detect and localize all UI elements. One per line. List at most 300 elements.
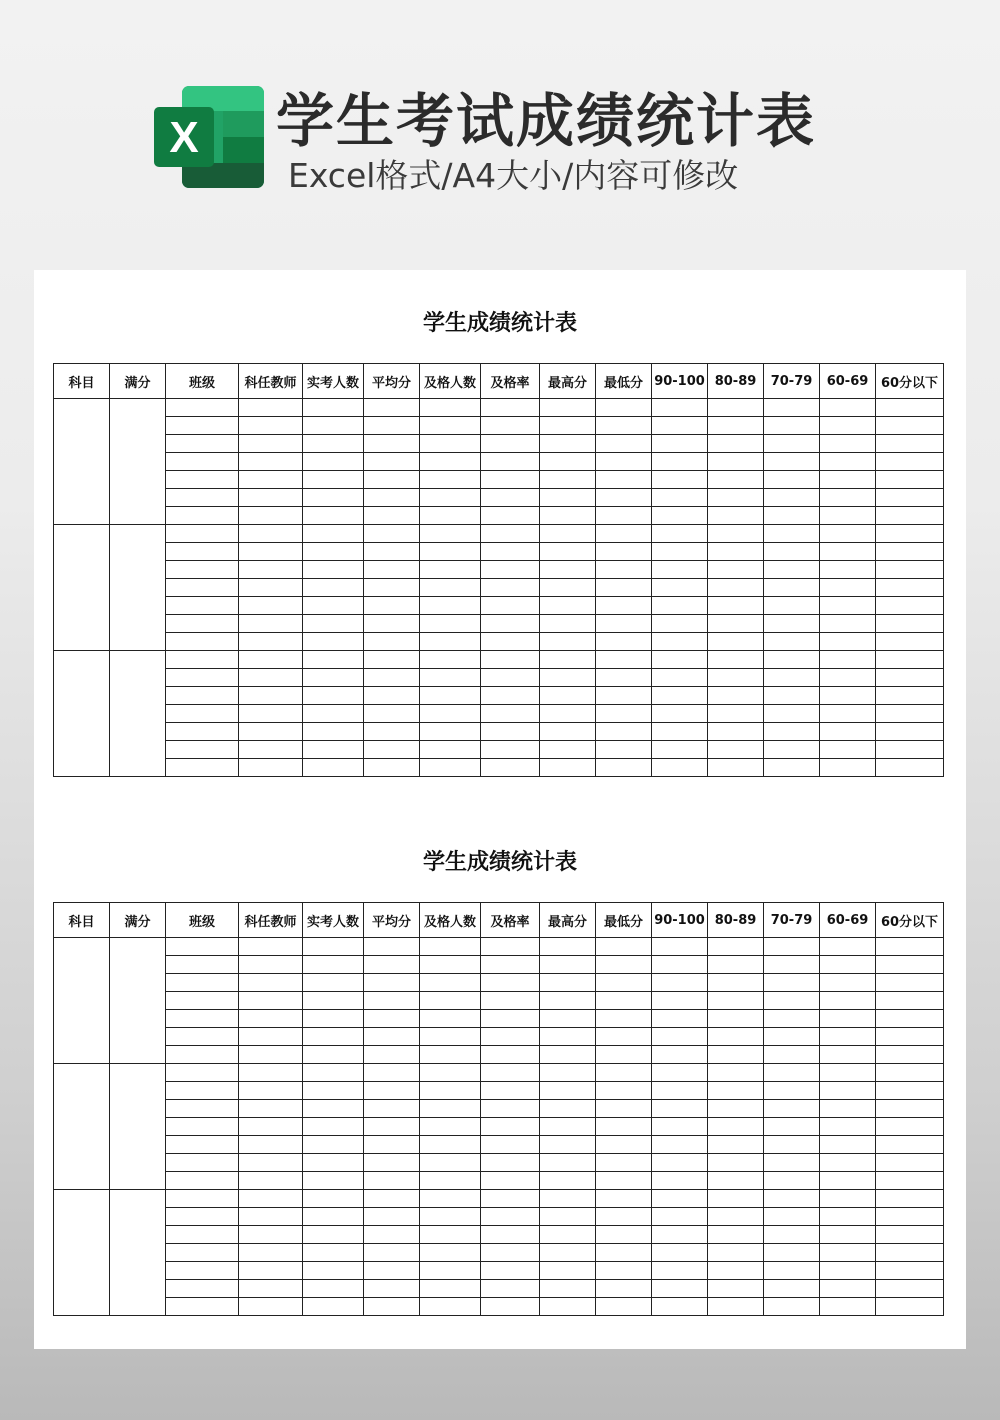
table-cell[interactable] (876, 1046, 944, 1064)
table-cell[interactable] (764, 669, 820, 687)
table-cell[interactable] (876, 1226, 944, 1244)
table-cell[interactable] (876, 1244, 944, 1262)
table-cell[interactable] (820, 974, 876, 992)
table-cell[interactable] (239, 615, 303, 633)
table-cell[interactable] (481, 759, 540, 777)
table-cell[interactable] (481, 1244, 540, 1262)
table-cell[interactable] (481, 1280, 540, 1298)
table-cell[interactable] (652, 938, 708, 956)
table-cell[interactable] (764, 561, 820, 579)
table-cell[interactable] (876, 435, 944, 453)
table-cell[interactable] (652, 1082, 708, 1100)
table-cell[interactable] (420, 723, 481, 741)
table-cell[interactable] (652, 1244, 708, 1262)
table-cell[interactable] (652, 1280, 708, 1298)
table-cell[interactable] (364, 507, 420, 525)
table-cell[interactable] (239, 525, 303, 543)
table-cell[interactable] (481, 1226, 540, 1244)
table-cell[interactable] (481, 938, 540, 956)
table-cell[interactable] (596, 471, 652, 489)
table-cell[interactable] (420, 1136, 481, 1154)
table-cell[interactable] (420, 1154, 481, 1172)
table-cell[interactable] (364, 1154, 420, 1172)
table-cell[interactable] (764, 525, 820, 543)
table-cell[interactable] (364, 1046, 420, 1064)
table-cell[interactable] (820, 507, 876, 525)
table-cell[interactable] (764, 1064, 820, 1082)
table-cell[interactable] (876, 1100, 944, 1118)
table-cell[interactable] (420, 597, 481, 615)
table-cell[interactable] (708, 1244, 764, 1262)
table-cell[interactable] (364, 1118, 420, 1136)
table-cell[interactable] (820, 597, 876, 615)
table-cell[interactable] (596, 561, 652, 579)
table-cell[interactable] (303, 1136, 364, 1154)
table-cell[interactable] (540, 741, 596, 759)
table-cell[interactable] (303, 1082, 364, 1100)
table-cell[interactable] (764, 489, 820, 507)
table-cell[interactable] (596, 1064, 652, 1082)
table-cell[interactable] (820, 1262, 876, 1280)
table-cell[interactable] (481, 1298, 540, 1316)
table-cell[interactable] (540, 435, 596, 453)
table-cell[interactable] (764, 417, 820, 435)
table-cell[interactable] (540, 399, 596, 417)
table-cell[interactable] (596, 543, 652, 561)
table-cell[interactable] (481, 1100, 540, 1118)
table-cell[interactable] (239, 1028, 303, 1046)
table-cell[interactable] (540, 1298, 596, 1316)
table-cell[interactable] (820, 1028, 876, 1046)
table-cell[interactable] (239, 633, 303, 651)
table-cell[interactable] (481, 1118, 540, 1136)
table-cell[interactable] (166, 1100, 239, 1118)
full-score-cell[interactable] (110, 1190, 166, 1316)
table-cell[interactable] (764, 1100, 820, 1118)
table-cell[interactable] (596, 507, 652, 525)
table-cell[interactable] (596, 435, 652, 453)
table-cell[interactable] (540, 669, 596, 687)
table-cell[interactable] (764, 615, 820, 633)
table-cell[interactable] (876, 1262, 944, 1280)
table-cell[interactable] (652, 525, 708, 543)
table-cell[interactable] (764, 579, 820, 597)
table-cell[interactable] (166, 615, 239, 633)
full-score-cell[interactable] (110, 525, 166, 651)
table-cell[interactable] (364, 615, 420, 633)
table-cell[interactable] (166, 1172, 239, 1190)
table-cell[interactable] (420, 1190, 481, 1208)
table-cell[interactable] (596, 669, 652, 687)
subject-cell[interactable] (54, 938, 110, 1064)
table-cell[interactable] (420, 669, 481, 687)
table-cell[interactable] (708, 1208, 764, 1226)
table-cell[interactable] (239, 938, 303, 956)
table-cell[interactable] (166, 1226, 239, 1244)
table-cell[interactable] (876, 1172, 944, 1190)
table-cell[interactable] (764, 1154, 820, 1172)
table-cell[interactable] (876, 1298, 944, 1316)
table-cell[interactable] (420, 615, 481, 633)
table-cell[interactable] (239, 417, 303, 435)
table-cell[interactable] (364, 543, 420, 561)
table-cell[interactable] (708, 471, 764, 489)
table-cell[interactable] (364, 741, 420, 759)
table-cell[interactable] (239, 1226, 303, 1244)
table-cell[interactable] (239, 1082, 303, 1100)
table-cell[interactable] (239, 1244, 303, 1262)
table-cell[interactable] (166, 1046, 239, 1064)
table-cell[interactable] (303, 543, 364, 561)
table-cell[interactable] (420, 525, 481, 543)
table-cell[interactable] (364, 561, 420, 579)
table-cell[interactable] (764, 992, 820, 1010)
table-cell[interactable] (166, 687, 239, 705)
table-cell[interactable] (540, 974, 596, 992)
table-cell[interactable] (652, 507, 708, 525)
table-cell[interactable] (364, 633, 420, 651)
table-cell[interactable] (708, 974, 764, 992)
table-cell[interactable] (420, 1298, 481, 1316)
table-cell[interactable] (303, 1262, 364, 1280)
table-cell[interactable] (420, 1244, 481, 1262)
table-cell[interactable] (420, 759, 481, 777)
table-cell[interactable] (708, 435, 764, 453)
table-cell[interactable] (166, 992, 239, 1010)
table-cell[interactable] (820, 956, 876, 974)
table-cell[interactable] (303, 956, 364, 974)
table-cell[interactable] (876, 543, 944, 561)
table-cell[interactable] (540, 1046, 596, 1064)
table-cell[interactable] (481, 1046, 540, 1064)
table-cell[interactable] (596, 1082, 652, 1100)
table-cell[interactable] (239, 1190, 303, 1208)
table-cell[interactable] (239, 453, 303, 471)
table-cell[interactable] (239, 651, 303, 669)
table-cell[interactable] (420, 1118, 481, 1136)
table-cell[interactable] (596, 1244, 652, 1262)
table-cell[interactable] (876, 741, 944, 759)
table-cell[interactable] (364, 705, 420, 723)
table-cell[interactable] (166, 1280, 239, 1298)
table-cell[interactable] (540, 759, 596, 777)
table-cell[interactable] (708, 1010, 764, 1028)
table-cell[interactable] (540, 1082, 596, 1100)
table-cell[interactable] (764, 399, 820, 417)
table-cell[interactable] (364, 938, 420, 956)
table-cell[interactable] (596, 759, 652, 777)
table-cell[interactable] (540, 597, 596, 615)
table-cell[interactable] (764, 1136, 820, 1154)
table-cell[interactable] (239, 1010, 303, 1028)
table-cell[interactable] (820, 1064, 876, 1082)
table-cell[interactable] (708, 759, 764, 777)
table-cell[interactable] (420, 974, 481, 992)
table-cell[interactable] (652, 759, 708, 777)
table-cell[interactable] (596, 723, 652, 741)
table-cell[interactable] (166, 489, 239, 507)
table-cell[interactable] (540, 938, 596, 956)
table-cell[interactable] (166, 1028, 239, 1046)
table-cell[interactable] (652, 399, 708, 417)
table-cell[interactable] (364, 1100, 420, 1118)
table-cell[interactable] (540, 543, 596, 561)
table-cell[interactable] (364, 974, 420, 992)
table-cell[interactable] (481, 633, 540, 651)
table-cell[interactable] (708, 1172, 764, 1190)
table-cell[interactable] (420, 453, 481, 471)
table-cell[interactable] (239, 759, 303, 777)
table-cell[interactable] (239, 1064, 303, 1082)
table-cell[interactable] (166, 1262, 239, 1280)
table-cell[interactable] (596, 615, 652, 633)
table-cell[interactable] (303, 723, 364, 741)
table-cell[interactable] (540, 687, 596, 705)
table-cell[interactable] (420, 741, 481, 759)
table-cell[interactable] (540, 705, 596, 723)
table-cell[interactable] (420, 1280, 481, 1298)
table-cell[interactable] (239, 1118, 303, 1136)
table-cell[interactable] (596, 597, 652, 615)
table-cell[interactable] (364, 417, 420, 435)
table-cell[interactable] (303, 1010, 364, 1028)
table-cell[interactable] (303, 507, 364, 525)
table-cell[interactable] (239, 956, 303, 974)
table-cell[interactable] (481, 1154, 540, 1172)
table-cell[interactable] (364, 525, 420, 543)
table-cell[interactable] (652, 561, 708, 579)
table-cell[interactable] (481, 723, 540, 741)
table-cell[interactable] (764, 1118, 820, 1136)
table-cell[interactable] (540, 723, 596, 741)
table-cell[interactable] (166, 705, 239, 723)
table-cell[interactable] (820, 1154, 876, 1172)
table-cell[interactable] (820, 399, 876, 417)
subject-cell[interactable] (54, 1064, 110, 1190)
table-cell[interactable] (420, 1100, 481, 1118)
table-cell[interactable] (876, 974, 944, 992)
table-cell[interactable] (481, 651, 540, 669)
table-cell[interactable] (708, 1118, 764, 1136)
table-cell[interactable] (420, 705, 481, 723)
table-cell[interactable] (166, 525, 239, 543)
table-cell[interactable] (239, 1100, 303, 1118)
table-cell[interactable] (764, 1082, 820, 1100)
table-cell[interactable] (303, 1118, 364, 1136)
table-cell[interactable] (540, 1064, 596, 1082)
table-cell[interactable] (764, 471, 820, 489)
table-cell[interactable] (708, 1154, 764, 1172)
table-cell[interactable] (764, 1046, 820, 1064)
table-cell[interactable] (820, 723, 876, 741)
table-cell[interactable] (708, 1082, 764, 1100)
table-cell[interactable] (239, 1262, 303, 1280)
table-cell[interactable] (481, 956, 540, 974)
table-cell[interactable] (708, 1028, 764, 1046)
table-cell[interactable] (708, 615, 764, 633)
table-cell[interactable] (596, 651, 652, 669)
table-cell[interactable] (820, 615, 876, 633)
table-cell[interactable] (540, 1118, 596, 1136)
table-cell[interactable] (596, 705, 652, 723)
table-cell[interactable] (596, 938, 652, 956)
table-cell[interactable] (540, 489, 596, 507)
table-cell[interactable] (166, 507, 239, 525)
table-cell[interactable] (481, 1010, 540, 1028)
table-cell[interactable] (652, 543, 708, 561)
table-cell[interactable] (596, 687, 652, 705)
table-cell[interactable] (239, 1172, 303, 1190)
table-cell[interactable] (303, 938, 364, 956)
table-cell[interactable] (820, 525, 876, 543)
table-cell[interactable] (652, 741, 708, 759)
table-cell[interactable] (596, 1298, 652, 1316)
table-cell[interactable] (239, 1154, 303, 1172)
table-cell[interactable] (364, 759, 420, 777)
table-cell[interactable] (166, 1136, 239, 1154)
table-cell[interactable] (876, 938, 944, 956)
table-cell[interactable] (166, 633, 239, 651)
table-cell[interactable] (420, 471, 481, 489)
table-cell[interactable] (540, 579, 596, 597)
table-cell[interactable] (876, 992, 944, 1010)
table-cell[interactable] (166, 1118, 239, 1136)
table-cell[interactable] (364, 1064, 420, 1082)
table-cell[interactable] (820, 938, 876, 956)
table-cell[interactable] (596, 1046, 652, 1064)
table-cell[interactable] (303, 1190, 364, 1208)
table-cell[interactable] (364, 1208, 420, 1226)
table-cell[interactable] (764, 741, 820, 759)
table-cell[interactable] (764, 1010, 820, 1028)
table-cell[interactable] (820, 759, 876, 777)
subject-cell[interactable] (54, 399, 110, 525)
table-cell[interactable] (652, 1208, 708, 1226)
table-cell[interactable] (540, 1226, 596, 1244)
table-cell[interactable] (652, 992, 708, 1010)
table-cell[interactable] (481, 1136, 540, 1154)
table-cell[interactable] (820, 1208, 876, 1226)
table-cell[interactable] (420, 1226, 481, 1244)
table-cell[interactable] (166, 435, 239, 453)
table-cell[interactable] (364, 1190, 420, 1208)
table-cell[interactable] (820, 1190, 876, 1208)
table-cell[interactable] (364, 453, 420, 471)
table-cell[interactable] (239, 741, 303, 759)
table-cell[interactable] (652, 687, 708, 705)
table-cell[interactable] (166, 974, 239, 992)
table-cell[interactable] (364, 1298, 420, 1316)
table-cell[interactable] (876, 956, 944, 974)
table-cell[interactable] (652, 1136, 708, 1154)
table-cell[interactable] (708, 417, 764, 435)
table-cell[interactable] (708, 938, 764, 956)
table-cell[interactable] (820, 651, 876, 669)
table-cell[interactable] (166, 1064, 239, 1082)
table-cell[interactable] (876, 1280, 944, 1298)
table-cell[interactable] (652, 435, 708, 453)
table-cell[interactable] (239, 399, 303, 417)
table-cell[interactable] (708, 687, 764, 705)
table-cell[interactable] (364, 1244, 420, 1262)
table-cell[interactable] (364, 992, 420, 1010)
table-cell[interactable] (820, 1136, 876, 1154)
table-cell[interactable] (708, 992, 764, 1010)
table-cell[interactable] (239, 561, 303, 579)
table-cell[interactable] (303, 453, 364, 471)
table-cell[interactable] (876, 561, 944, 579)
table-cell[interactable] (820, 561, 876, 579)
table-cell[interactable] (708, 1136, 764, 1154)
table-cell[interactable] (481, 974, 540, 992)
table-cell[interactable] (876, 1136, 944, 1154)
table-cell[interactable] (481, 1028, 540, 1046)
full-score-cell[interactable] (110, 399, 166, 525)
table-cell[interactable] (764, 507, 820, 525)
table-cell[interactable] (764, 435, 820, 453)
table-cell[interactable] (652, 723, 708, 741)
table-cell[interactable] (481, 435, 540, 453)
table-cell[interactable] (876, 579, 944, 597)
table-cell[interactable] (166, 651, 239, 669)
table-cell[interactable] (596, 1100, 652, 1118)
table-cell[interactable] (481, 1190, 540, 1208)
table-cell[interactable] (239, 705, 303, 723)
table-cell[interactable] (876, 1082, 944, 1100)
table-cell[interactable] (239, 974, 303, 992)
table-cell[interactable] (820, 1100, 876, 1118)
table-cell[interactable] (540, 1244, 596, 1262)
table-cell[interactable] (420, 1262, 481, 1280)
table-cell[interactable] (876, 1118, 944, 1136)
table-cell[interactable] (708, 741, 764, 759)
table-cell[interactable] (303, 687, 364, 705)
table-cell[interactable] (239, 471, 303, 489)
table-cell[interactable] (166, 1190, 239, 1208)
table-cell[interactable] (820, 1244, 876, 1262)
table-cell[interactable] (364, 723, 420, 741)
table-cell[interactable] (820, 543, 876, 561)
table-cell[interactable] (239, 669, 303, 687)
table-cell[interactable] (652, 453, 708, 471)
table-cell[interactable] (420, 1046, 481, 1064)
table-cell[interactable] (239, 543, 303, 561)
table-cell[interactable] (420, 417, 481, 435)
table-cell[interactable] (652, 633, 708, 651)
table-cell[interactable] (820, 1046, 876, 1064)
table-cell[interactable] (764, 1298, 820, 1316)
table-cell[interactable] (708, 723, 764, 741)
table-cell[interactable] (166, 1208, 239, 1226)
table-cell[interactable] (540, 651, 596, 669)
table-cell[interactable] (820, 1298, 876, 1316)
table-cell[interactable] (596, 992, 652, 1010)
table-cell[interactable] (540, 956, 596, 974)
table-cell[interactable] (166, 579, 239, 597)
table-cell[interactable] (303, 633, 364, 651)
table-cell[interactable] (481, 471, 540, 489)
table-cell[interactable] (540, 453, 596, 471)
subject-cell[interactable] (54, 1190, 110, 1316)
table-cell[interactable] (420, 1208, 481, 1226)
table-cell[interactable] (364, 435, 420, 453)
table-cell[interactable] (764, 687, 820, 705)
table-cell[interactable] (596, 1118, 652, 1136)
table-cell[interactable] (303, 471, 364, 489)
table-cell[interactable] (303, 669, 364, 687)
table-cell[interactable] (708, 1226, 764, 1244)
table-cell[interactable] (481, 489, 540, 507)
